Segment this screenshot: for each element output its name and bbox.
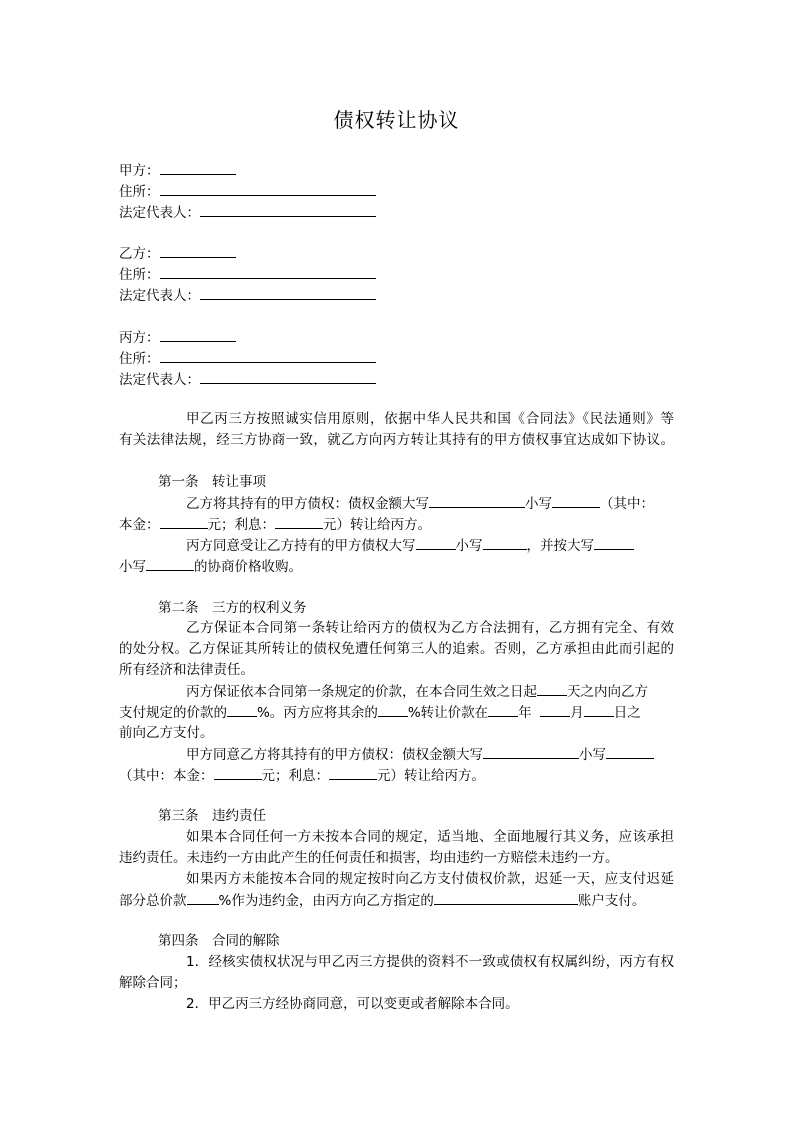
article-2-para-2-line-1: 丙方保证依本合同第一条规定的价款，在本合同生效之日起 天之内向乙方	[186, 681, 648, 702]
party-c-rep-blank[interactable]	[200, 369, 376, 384]
party-c-rep-line	[119, 369, 376, 390]
party-c-address-line	[119, 348, 376, 369]
document-title: 债权转让协议	[333, 108, 460, 132]
article-1-para-1-line-1: 乙方将其持有的甲方债权：债权金额大写 小写 （其中：	[186, 493, 654, 514]
party-b-blank[interactable]	[160, 243, 236, 258]
article-3-para-1-line-1: 如果本合同任何一方未按本合同的规定，适当地、全面地履行其义务，应该承担	[186, 829, 674, 845]
consent-amount-words-blank[interactable]	[483, 744, 579, 759]
article-3-para-1-line-2: 违约责任。未违约一方由此产生的任何责任和损害，均由违约一方赔偿未违约一方。	[119, 850, 619, 866]
consent-principal-blank[interactable]	[214, 765, 262, 780]
interest-blank[interactable]	[275, 514, 323, 529]
party-c-address-label: 住所：	[119, 351, 160, 367]
party-a-rep-line	[119, 202, 376, 223]
party-b-rep-line	[119, 285, 376, 306]
party-c-label: 丙方：	[119, 330, 160, 346]
payment-days-blank[interactable]	[537, 681, 567, 696]
month-blank[interactable]	[540, 702, 570, 717]
year-blank[interactable]	[488, 702, 518, 717]
article-2-para-1-line-3: 所有经济和法律责任。	[119, 662, 254, 678]
transfer-amount-figures-blank[interactable]	[483, 535, 527, 550]
party-a-address-line	[119, 181, 376, 202]
consent-amount-figures-blank[interactable]	[606, 744, 654, 759]
article-1-para-2-line-1: 丙方同意受让乙方持有的甲方债权大写 小写 ，并按大写	[186, 535, 634, 556]
party-a-line	[119, 160, 236, 181]
price-words-blank[interactable]	[594, 535, 634, 550]
article-4-item-1-line-2: 解除合同；	[119, 975, 187, 991]
article-3-para-2-line-2: 部分总价款 %作为违约金，由丙方向乙方指定的 账户支付。	[119, 890, 645, 911]
article-4-heading: 第四条 合同的解除	[158, 933, 280, 949]
party-b-rep-label: 法定代表人：	[119, 288, 200, 304]
principal-blank[interactable]	[160, 514, 208, 529]
transfer-amount-words-blank[interactable]	[416, 535, 456, 550]
party-b-address-blank[interactable]	[160, 264, 376, 279]
party-b-rep-blank[interactable]	[200, 285, 376, 300]
party-a-label: 甲方：	[119, 163, 160, 179]
party-c-rep-label: 法定代表人：	[119, 372, 200, 388]
party-a-blank[interactable]	[160, 160, 236, 175]
penalty-percent-blank[interactable]	[187, 890, 219, 905]
article-2-para-2-line-2: 支付规定的价款的 %。丙方应将其余的 %转让价款在 年 月 日之	[119, 702, 641, 723]
intro-line-1: 甲乙丙三方按照诚实信用原则，依据中华人民共和国《合同法》《民法通则》等	[186, 411, 674, 427]
designated-account-blank[interactable]	[434, 890, 578, 905]
debt-amount-words-blank[interactable]	[429, 493, 525, 508]
article-1-para-1-line-2: 本金： 元；利息： 元）转让给丙方。	[119, 514, 431, 535]
party-b-address-line	[119, 264, 376, 285]
party-b-address-label: 住所：	[119, 267, 160, 283]
article-1-para-2-line-2: 小写 的协商价格收购。	[119, 556, 302, 577]
article-1-heading: 第一条 转让事项	[158, 474, 266, 490]
price-figures-blank[interactable]	[146, 556, 194, 571]
article-2-heading: 第二条 三方的权利义务	[158, 600, 307, 616]
article-2-para-1-line-1: 乙方保证本合同第一条转让给丙方的债权为乙方合法拥有，乙方拥有完全、有效	[186, 620, 674, 636]
party-a-rep-blank[interactable]	[200, 202, 376, 217]
party-c-blank[interactable]	[160, 327, 236, 342]
day-blank[interactable]	[584, 702, 614, 717]
article-3-heading: 第三条 违约责任	[158, 808, 266, 824]
article-4-item-2: 2．甲乙丙三方经协商同意，可以变更或者解除本合同。	[186, 996, 519, 1012]
party-b-line	[119, 243, 236, 264]
party-a-rep-label: 法定代表人：	[119, 205, 200, 221]
debt-amount-figures-blank[interactable]	[552, 493, 600, 508]
first-payment-percent-blank[interactable]	[227, 702, 257, 717]
party-a-address-label: 住所：	[119, 184, 160, 200]
article-2-para-1-line-2: 的处分权。乙方保证其所转让的债权免遭任何第三人的追索。否则，乙方承担由此而引起的	[119, 641, 674, 657]
article-4-item-1-line-1: 1．经核实债权状况与甲乙丙三方提供的资料不一致或债权有权属纠纷，丙方有权	[186, 954, 674, 970]
party-b-label: 乙方：	[119, 246, 160, 262]
article-2-para-3-line-2: （其中：本金： 元；利息： 元）转让给丙方。	[119, 765, 485, 786]
consent-interest-blank[interactable]	[329, 765, 377, 780]
party-a-address-blank[interactable]	[160, 181, 376, 196]
article-2-para-2-line-3: 前向乙方支付。	[119, 725, 214, 741]
party-c-address-blank[interactable]	[160, 348, 376, 363]
article-2-para-3-line-1: 甲方同意乙方将其持有的甲方债权：债权金额大写 小写	[186, 744, 654, 765]
intro-line-2: 有关法律法规，经三方协商一致，就乙方向丙方转让其持有的甲方债权事宜达成如下协议。	[119, 432, 674, 448]
party-c-line	[119, 327, 236, 348]
remaining-percent-blank[interactable]	[378, 702, 408, 717]
article-3-para-2-line-1: 如果丙方未能按本合同的规定按时向乙方支付债权价款，迟延一天，应支付迟延	[186, 871, 674, 887]
